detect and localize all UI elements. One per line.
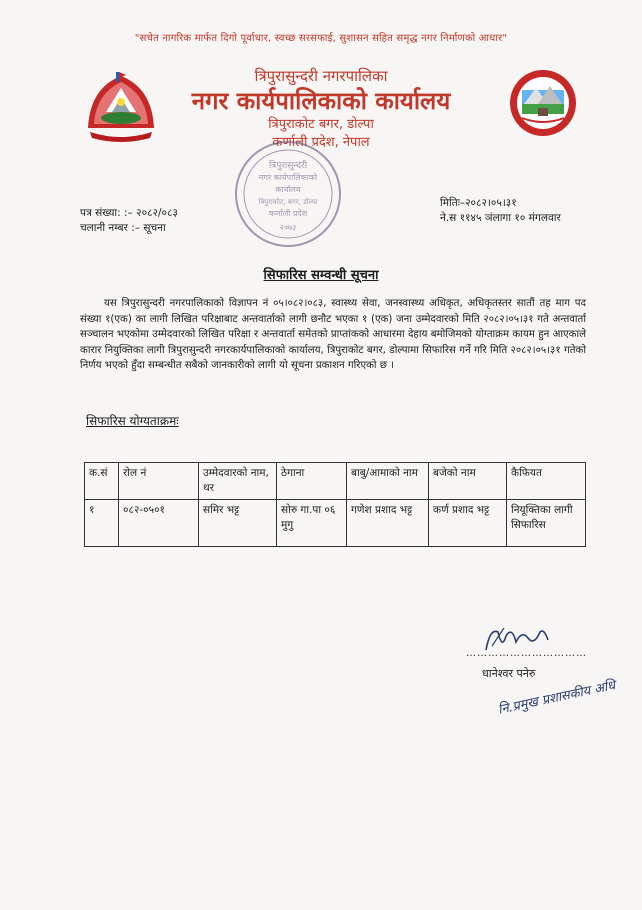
date: मितिः–२०८२।०५।३१ bbox=[440, 197, 517, 209]
date-nepal-sambat: ने.स ११४५ ञंलागा १० मंगलवार bbox=[440, 212, 561, 224]
table-cell: कर्ण प्रशाद भट्ट bbox=[429, 500, 507, 547]
table-header: उम्मेदवारको नाम, थर bbox=[199, 463, 277, 500]
municipality-logo-icon bbox=[508, 68, 578, 138]
stamp-line: नगर कार्यपालिकाको bbox=[258, 173, 318, 182]
table-header: रोल नं bbox=[119, 463, 199, 500]
province-line: कर्णाली प्रदेश, नेपाल bbox=[272, 135, 370, 150]
office-stamp bbox=[232, 138, 344, 250]
office-location: त्रिपुराकोट बगर, डोल्पा bbox=[268, 117, 374, 132]
table-header: बजेको नाम bbox=[429, 463, 507, 500]
table-cell: समिर भट्ट bbox=[199, 500, 277, 547]
table-header: क.सं bbox=[85, 463, 119, 500]
table-header-row bbox=[85, 463, 586, 500]
municipality-name: त्रिपुरासुन्दरी नगरपालिका bbox=[254, 67, 388, 85]
signatory-title-handwritten: नि.प्रमुख प्रशासकीय अधि bbox=[496, 678, 617, 718]
stamp-line: कर्णाली प्रदेश bbox=[268, 209, 308, 218]
dispatch-number: चलानी नम्बर :– सूचना bbox=[80, 222, 166, 234]
stamp-line: त्रिपुराकोट, बगर, डोल्पा bbox=[258, 198, 318, 206]
letter-number: पत्र संख्या: :– २०८२/०८३ bbox=[80, 207, 178, 219]
stamp-line: कार्यालय bbox=[275, 185, 301, 194]
stamp-line: त्रिपुरासुन्दरी bbox=[268, 161, 308, 171]
table-cell: गणेश प्रशाद भट्ट bbox=[347, 500, 429, 547]
stamp-line: २०७३ bbox=[279, 223, 297, 232]
notice-body: यस त्रिपुरासुन्दरी नगरपालिकाको विज्ञापन नं ०५।०८२।०८३, स्वास्थ्य सेवा, जनस्वास्थ्य अधिकृत, अधिकृतस्तर सातौं तह माग पद संख्या १(एक) का लागी लिखित परिक्षाबाट अन्तवार्ताको लागी छनौट भएका १ (एक) जना उम्मेदवारको मिति २०८२।०५।३१ गते अन्तवार्ता सञ्चालन भएकोमा उम्मेदवारको लिखित परिक्षा र अन्तवार्ता समेतको प्राप्तांकको आधारमा देहाय बमोजिमको योग्ताक्रम कायम हुन आएकाले कारार नियुक्तिका लागी त्रिपुरासुन्दरी नगरकार्यपालिकाको कार्यालय, त्रिपुराकोट बगर, डोल्पामा सिफारिस गर्ने गरि मिति २०८२।०५।३१ गतेको निर्णय भएको हुँदा सम्बन्धीत सबैको जानकारीको लागी यो सूचना प्रकाशन गरिएको छ । bbox=[80, 298, 586, 371]
signature-line: …………………………… bbox=[466, 648, 587, 659]
table-cell: १ bbox=[85, 500, 119, 547]
table-header: बाबु/आमाको नाम bbox=[347, 463, 429, 500]
reference-right bbox=[440, 196, 561, 226]
notice-title: सिफारिस सम्वन्धी सूचना bbox=[263, 268, 379, 283]
table-header: कैफियत bbox=[507, 463, 586, 500]
signatory-name: धानेश्वर पनेरु bbox=[482, 667, 536, 680]
office-name: नगर कार्यपालिकाको कार्यालय bbox=[191, 87, 451, 115]
table-row bbox=[85, 500, 586, 547]
table-header: ठेगाना bbox=[277, 463, 347, 500]
ranking-subheading: सिफारिस योग्यताक्रमः bbox=[86, 414, 179, 428]
table-cell: ०८२-०५०१ bbox=[119, 500, 199, 547]
table-cell: नियूक्तिका लागी सिफारिस bbox=[507, 500, 586, 547]
motto: "सचेत नागरिक मार्फत दिगो पूर्वाधार, स्वच्छ सरसफाई, सुशासन सहित समृद्ध नगर निर्माणको आधार" bbox=[134, 33, 508, 44]
reference-left bbox=[80, 206, 178, 236]
recommendation-table bbox=[84, 462, 586, 547]
table-cell: सोरु गा.पा ०६ मुगु bbox=[277, 500, 347, 547]
